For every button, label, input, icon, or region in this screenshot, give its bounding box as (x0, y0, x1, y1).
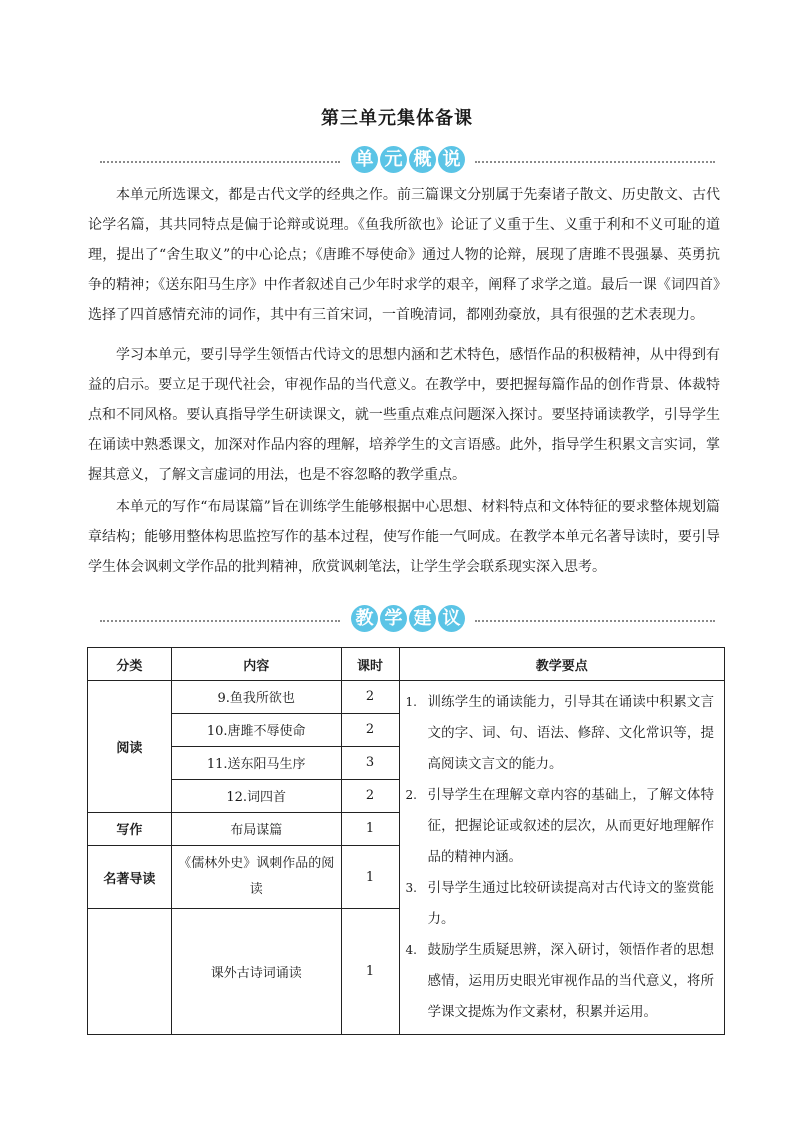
key-point-number: 2. (405, 788, 417, 802)
heading-char: 学 (380, 605, 407, 632)
heading-badge (347, 146, 469, 176)
hours-cell: 1 (341, 909, 399, 1035)
paragraph-intro: 本单元所选课文，都是古代文学的经典之作。前三篇课文分别属于先秦诸子散文、历史散文、古代论学名篇，其共同特点是偏于论辩或说理。《鱼我所欲也》论证了义重于生、义重于利和不义可耻的道理，提出了“舍生取义”的中心论点；《唐雎不辱使命》通过人物的论辩，展现了唐雎不畏强暴、英勇抗争的精神；《送东阳马生序》中作者叙述自己少年时求学的艰辛，阐释了求学之道。最后一课《词四首》选择了四首感情充沛的词作，其中有三首宋词，一首晚清词，都刚劲豪放，具有很强的艺术表现力。 (88, 187, 720, 323)
dotted-divider (100, 161, 340, 163)
key-point (406, 780, 715, 873)
page-title: 第三单元集体备课 (321, 108, 473, 129)
key-point-text: 引导学生在理解文章内容的基础上，了解文体特征，把握论证或叙述的层次，从而更好地理解作品的精神内涵。 (427, 787, 714, 865)
section-heading-unit-overview (100, 146, 715, 176)
hours-cell: 3 (341, 746, 399, 779)
content-cell: 课外古诗词诵读 (171, 909, 341, 1035)
heading-char: 议 (438, 605, 465, 632)
hours-cell: 1 (341, 845, 399, 909)
key-point-text: 鼓励学生质疑思辨，深入研讨，领悟作者的思想感情，运用历史眼光审视作品的当代意义，将所学课文提炼为作文素材，积累并运用。 (427, 942, 714, 1020)
table-header-row (88, 648, 725, 681)
key-point-number: 4. (405, 943, 417, 957)
content-cell: 12.词四首 (171, 779, 341, 812)
heading-char: 说 (438, 146, 465, 173)
heading-char: 建 (409, 605, 436, 632)
category-writing: 写作 (88, 812, 172, 845)
heading-badge (347, 605, 469, 635)
content-cell: 11.送东阳马生序 (171, 746, 341, 779)
col-header-content: 内容 (171, 648, 341, 681)
content-cell: 9.鱼我所欲也 (171, 681, 341, 714)
heading-char: 元 (380, 146, 407, 173)
col-header-key-points: 教学要点 (399, 648, 725, 681)
hours-cell: 2 (341, 681, 399, 714)
content-cell: 布局谋篇 (171, 812, 341, 845)
heading-char: 单 (351, 146, 378, 173)
dotted-divider (475, 620, 715, 622)
key-points-list (406, 687, 715, 1028)
col-header-category: 分类 (88, 648, 172, 681)
section-heading-teaching-advice (100, 605, 715, 635)
teaching-plan-table (87, 647, 725, 1035)
key-points-cell (399, 681, 725, 1035)
content-cell: 《儒林外史》讽刺作品的阅读 (171, 845, 341, 909)
key-point-number: 3. (405, 881, 417, 895)
key-point-number: 1. (405, 695, 417, 709)
category-reading: 阅读 (88, 681, 172, 813)
table-row (88, 681, 725, 714)
dotted-divider (100, 620, 340, 622)
hours-cell: 2 (341, 779, 399, 812)
content-cell: 10.唐雎不辱使命 (171, 713, 341, 746)
category-classics: 名著导读 (88, 845, 172, 909)
paragraph-learning: 学习本单元，要引导学生领悟古代诗文的思想内涵和艺术特色，感悟作品的积极精神，从中得到有益的启示。要立足于现代社会，审视作品的当代意义。在教学中，要把握每篇作品的创作背景、体裁特点和不同风格。要认真指导学生研读课文，就一些重点难点问题深入探讨。要坚持诵读教学，引导学生在诵读中熟悉课文，加深对作品内容的理解，培养学生的文言语感。此外，指导学生积累文言实词，掌握其意义，了解文言虚词的用法，也是不容忽略的教学重点。 (88, 347, 720, 483)
heading-char: 概 (409, 146, 436, 173)
col-header-hours: 课时 (341, 648, 399, 681)
key-point-text: 训练学生的诵读能力，引导其在诵读中积累文言文的字、词、句、语法、修辞、文化常识等，提高阅读文言文的能力。 (427, 694, 714, 772)
dotted-divider (475, 161, 715, 163)
hours-cell: 2 (341, 713, 399, 746)
key-point (406, 873, 715, 935)
key-point (406, 935, 715, 1028)
key-point (406, 687, 715, 780)
heading-char: 教 (351, 605, 378, 632)
hours-cell: 1 (341, 812, 399, 845)
key-point-text: 引导学生通过比较研读提高对古代诗文的鉴赏能力。 (427, 880, 714, 927)
paragraph-writing: 本单元的写作“布局谋篇”旨在训练学生能够根据中心思想、材料特点和文体特征的要求整体规划篇章结构；能够用整体构思监控写作的基本过程，使写作能一气呵成。在教学本单元名著导读时，要引导学生体会讽刺文学作品的批判精神，欣赏讽刺笔法，让学生学会联系现实深入思考。 (88, 499, 720, 575)
category-empty (88, 909, 172, 1035)
